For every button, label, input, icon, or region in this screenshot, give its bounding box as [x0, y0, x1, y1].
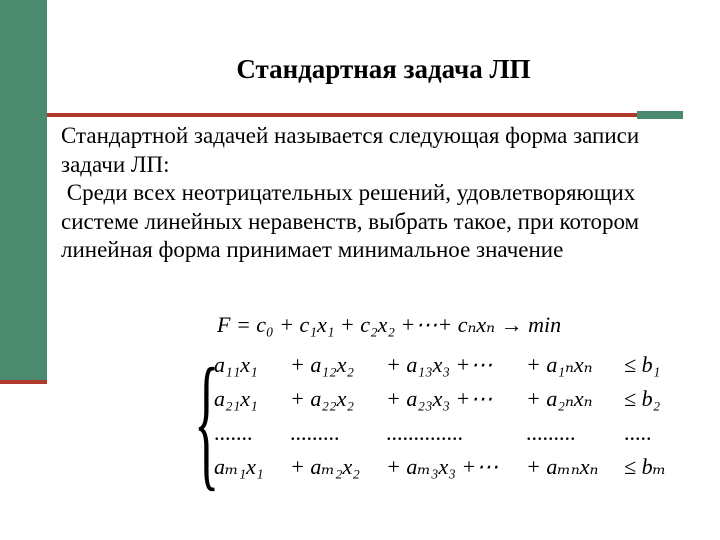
term-3: + a₂₃x₃ +⋯ [386, 386, 493, 411]
term-2: + a₂₂x₂ [290, 386, 355, 411]
slide-title: Стандартная задача ЛП [236, 54, 531, 84]
term-1: a₁₁x₁ [214, 352, 258, 377]
objective-function: F = c₀ + c₁x₁ + c₂x₂ +⋯+ cₙxₙ → min [217, 312, 562, 337]
ellipsis-1: ....... [214, 420, 253, 445]
term-n: + aₘₙxₙ [526, 454, 599, 479]
title-divider-accent [637, 111, 683, 119]
rhs: ≤ bₘ [624, 454, 667, 479]
left-accent-bar-end [0, 380, 47, 384]
ellipsis-rhs: ..... [624, 420, 652, 445]
left-accent-bar [0, 0, 47, 383]
term-2: + a₁₂x₂ [290, 352, 355, 377]
term-n: + a₂ₙxₙ [526, 386, 593, 411]
definition-paragraph: Стандартной задачей называется следующая форма записи задачи ЛП: [61, 123, 640, 177]
ellipsis-2: ......... [290, 420, 340, 445]
term-3: + aₘ₃x₃ +⋯ [386, 454, 499, 479]
term-3: + a₁₃x₃ +⋯ [386, 352, 493, 377]
term-2: + aₘ₂x₂ [290, 454, 360, 479]
term-1: aₘ₁x₁ [214, 454, 264, 479]
statement-paragraph: Среди всех неотрицательных решений, удовлетворяющих системе линейных неравенств, выбрать такое, при котором линейная форма принимает минимальное значение [61, 180, 645, 262]
ellipsis-3: .............. [386, 420, 463, 445]
rhs: ≤ b₁ [624, 352, 661, 377]
ellipsis-n: ......... [526, 420, 576, 445]
term-1: a₂₁x₁ [214, 386, 258, 411]
slide-body [61, 122, 701, 265]
term-n: + a₁ₙxₙ [526, 352, 593, 377]
rhs: ≤ b₂ [624, 386, 661, 411]
title-divider [47, 113, 637, 117]
system-brace: { [194, 338, 220, 504]
